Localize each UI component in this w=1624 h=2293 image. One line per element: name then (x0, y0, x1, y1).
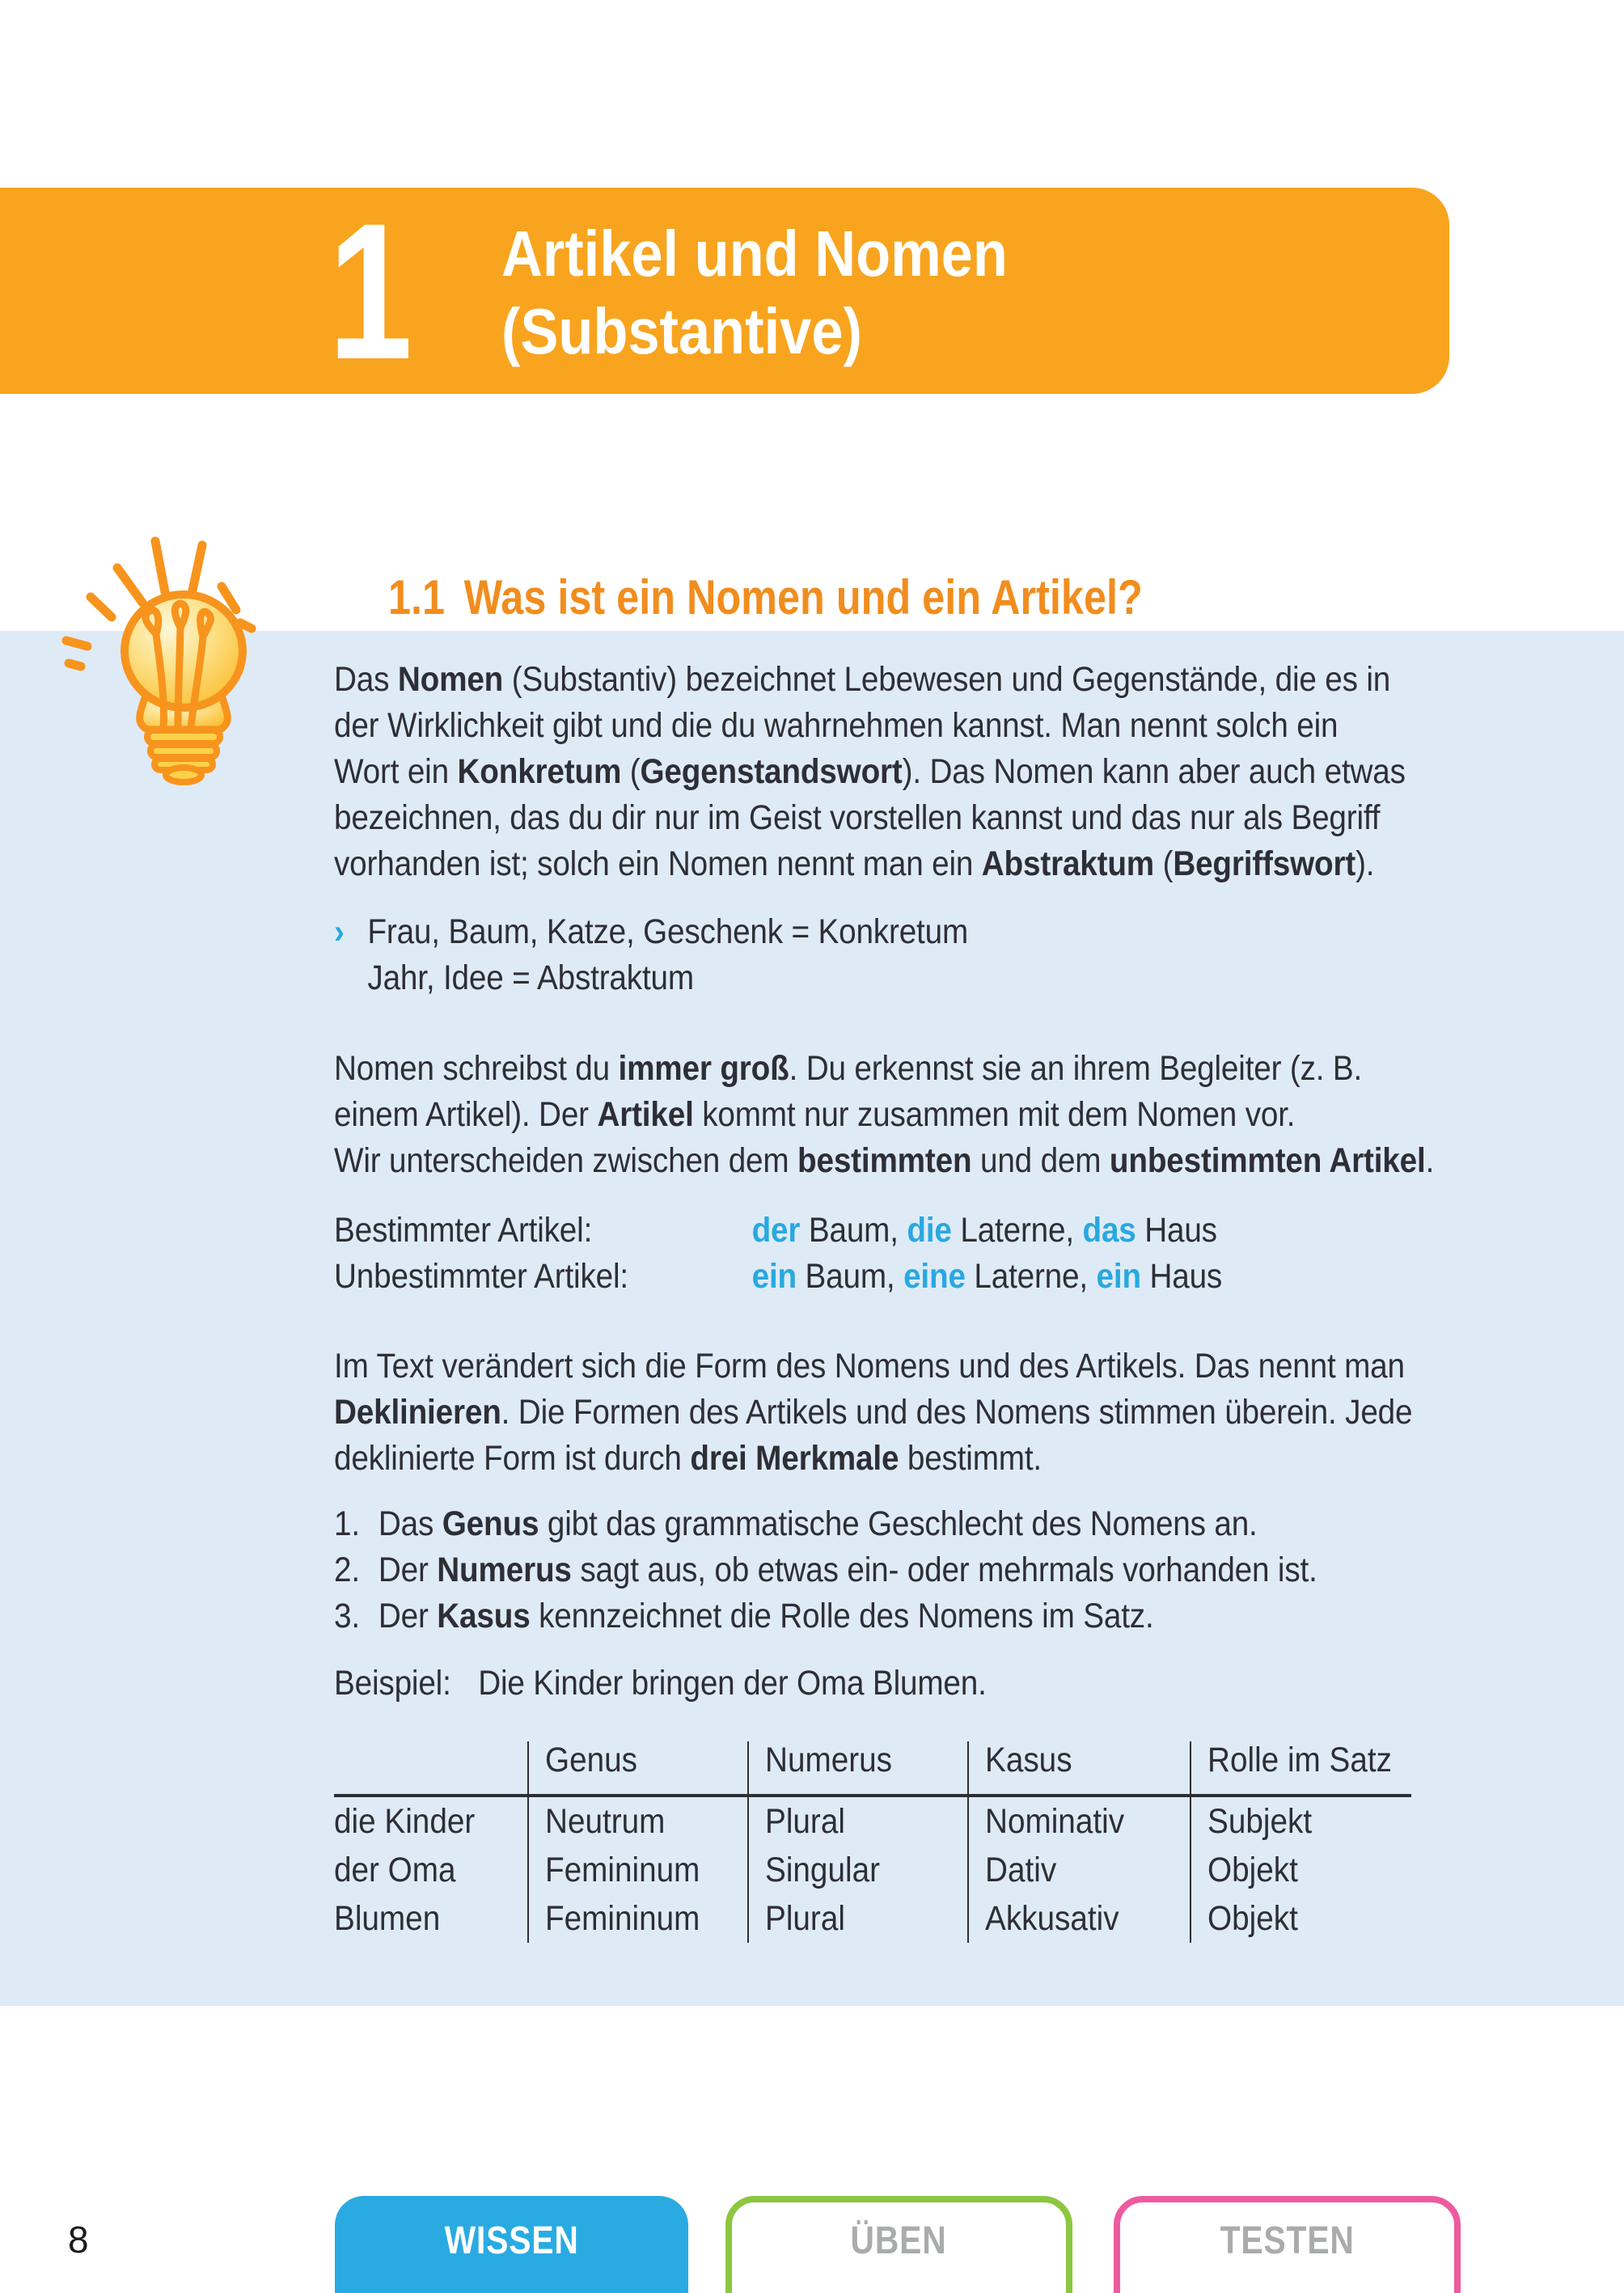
table-cell: Plural (747, 1797, 967, 1846)
table-cell: Objekt (1190, 1846, 1411, 1894)
text-line: 3. Der Kasus kennzeichnet die Rolle des Nomens im Satz. (334, 1597, 1154, 1635)
text-line: Unbestimmter Artikel: ein Baum, eine Laterne, ein Haus (334, 1257, 1223, 1296)
tab-testen-label: TESTEN (1220, 2219, 1355, 2262)
table-cell: Blumen (334, 1898, 441, 1938)
section-number: 1.1 (387, 570, 445, 624)
text-line: bezeichnen, das du dir nur im Geist vorstellen kannst und das nur als Begriff (334, 798, 1381, 837)
text-line: Beispiel: Die Kinder bringen der Oma Blumen. (334, 1664, 987, 1703)
chapter-title-line1: Artikel und Nomen (501, 218, 1008, 290)
tab-wissen[interactable] (335, 2196, 688, 2293)
table-header-genus: Genus (527, 1741, 747, 1797)
table-header-rolle: Rolle im Satz (1190, 1741, 1411, 1797)
text-line: Jahr, Idee = Abstraktum (367, 958, 694, 997)
table-header-empty (334, 1741, 527, 1797)
table-cell: Dativ (967, 1846, 1190, 1894)
paragraph-konkretum-abstraktum (334, 657, 1525, 887)
table-header-numerus: Numerus (747, 1741, 967, 1797)
table-cell: Nominativ (967, 1797, 1190, 1846)
text-line: vorhanden ist; solch ein Nomen nennt man ein Abstraktum (Begriffswort). (334, 844, 1375, 883)
text-line: deklinierte Form ist durch drei Merkmale bestimmt. (334, 1439, 1042, 1478)
declension-table (334, 1741, 1411, 1943)
chapter-title (501, 215, 1076, 370)
text-line: Wort ein Konkretum (Gegenstandswort). Das Nomen kann aber auch etwas (334, 752, 1406, 791)
beispiel-line (334, 1661, 1059, 1707)
table-cell: Plural (747, 1894, 967, 1943)
chapter-number: 1 (328, 182, 413, 400)
section-heading (334, 522, 1286, 673)
tab-testen[interactable] (1114, 2196, 1461, 2293)
tab-wissen-label: WISSEN (444, 2219, 579, 2262)
example-list (334, 909, 1038, 1001)
text-line: Wir unterscheiden zwischen dem bestimmten und dem unbestimmten Artikel. (334, 1141, 1435, 1180)
table-cell: Femininum (527, 1894, 747, 1943)
text-line: Nomen schreibst du immer groß. Du erkennst sie an ihrem Begleiter (z. B. (334, 1049, 1363, 1088)
paragraph-deklinieren (334, 1343, 1533, 1482)
chapter-banner (0, 182, 1449, 400)
article-examples (334, 1208, 1321, 1300)
table-cell: die Kinder (334, 1801, 476, 1841)
text-line: › Frau, Baum, Katze, Geschenk = Konkretum (334, 912, 969, 951)
section-title: Was ist ein Nomen und ein Artikel? (463, 570, 1143, 624)
table-cell: Akkusativ (967, 1894, 1190, 1943)
text-line: 2. Der Numerus sagt aus, ob etwas ein- oder mehrmals vorhanden ist. (334, 1551, 1317, 1589)
table-cell: Neutrum (527, 1797, 747, 1846)
paragraph-artikel (334, 1046, 1556, 1184)
table-cell: Objekt (1190, 1894, 1411, 1943)
text-line: Deklinieren. Die Formen des Artikels und des Nomens stimmen überein. Jede (334, 1393, 1413, 1432)
tab-ueben-label: ÜBEN (850, 2219, 947, 2262)
table-cell: Femininum (527, 1846, 747, 1894)
text-line: Im Text verändert sich die Form des Nomens und des Artikels. Das nennt man (334, 1347, 1405, 1386)
text-line: 1. Das Genus gibt das grammatische Geschlecht des Nomens an. (334, 1504, 1258, 1543)
table-cell: Subjekt (1190, 1797, 1411, 1846)
merkmale-numbered-list (334, 1501, 1427, 1639)
table-cell: Singular (747, 1846, 967, 1894)
text-line: einem Artikel). Der Artikel kommt nur zusammen mit dem Nomen vor. (334, 1095, 1296, 1134)
text-line: der Wirklichkeit gibt und die du wahrnehmen kannst. Man nennt solch ein (334, 706, 1339, 745)
page-number: 8 (68, 2219, 89, 2261)
lightbulb-icon (42, 519, 285, 790)
table-cell: der Oma (334, 1850, 456, 1889)
table-header-kasus: Kasus (967, 1741, 1190, 1797)
text-line: Bestimmter Artikel: der Baum, die Laterne, das Haus (334, 1211, 1217, 1250)
chapter-title-line2: (Substantive) (501, 295, 862, 367)
tab-ueben[interactable] (725, 2196, 1072, 2293)
text-line: Das Nomen (Substantiv) bezeichnet Lebewesen und Gegenstände, die es in (334, 660, 1391, 699)
